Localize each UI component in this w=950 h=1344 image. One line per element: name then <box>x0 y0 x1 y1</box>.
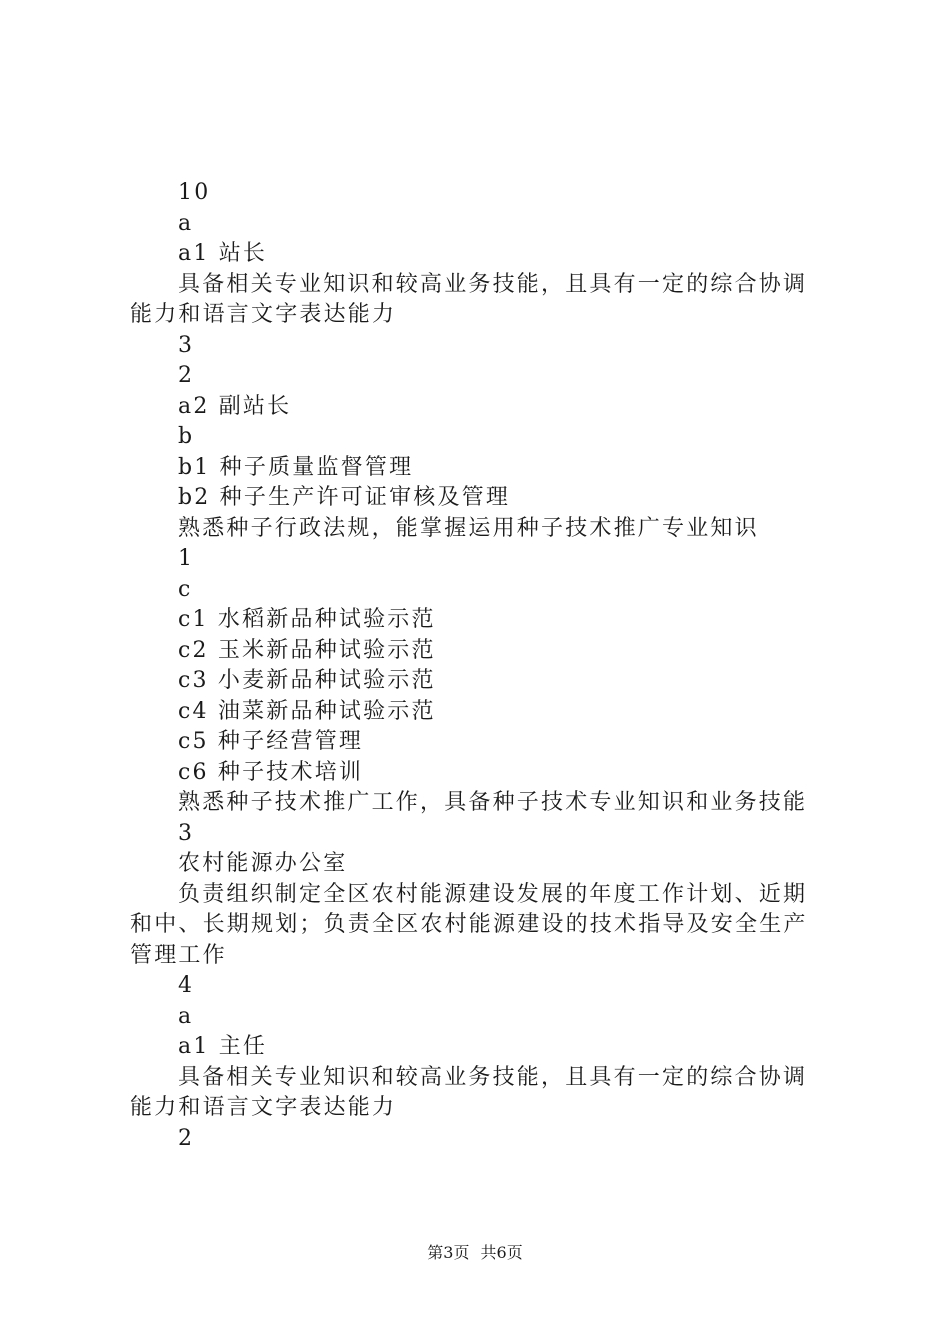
text-line: a <box>178 210 194 236</box>
text-line: a1 主任 <box>178 1034 268 1059</box>
text-line: a <box>178 1003 194 1029</box>
text-line: c2 玉米新品种试验示范 <box>178 637 436 663</box>
text-line: 2 <box>178 1125 195 1151</box>
text-line: c <box>178 576 193 602</box>
text-paragraph: 熟悉种子技术推广工作，具备种子技术专业知识和业务技能 <box>178 790 808 815</box>
text-line: b <box>178 424 195 449</box>
text-line: c1 水稻新品种试验示范 <box>178 607 436 632</box>
text-line: c3 小麦新品种试验示范 <box>178 668 436 693</box>
text-line: 4 <box>178 973 195 998</box>
text-line: c6 种子技术培训 <box>178 759 364 785</box>
text-line: a2 副站长 <box>178 393 292 419</box>
text-line: 3 <box>178 332 195 358</box>
text-line: 10 <box>178 180 211 205</box>
text-line: 3 <box>178 820 195 846</box>
text-line: c5 种子经营管理 <box>178 729 364 754</box>
text-line: 1 <box>178 546 195 571</box>
document-body <box>130 178 830 1154</box>
text-line: b1 种子质量监督管理 <box>178 454 414 480</box>
text-line: b2 种子生产许可证审核及管理 <box>178 485 511 510</box>
text-paragraph: 熟悉种子行政法规，能掌握运用种子技术推广专业知识 <box>178 515 759 541</box>
page-footer <box>0 1243 950 1263</box>
text-line: a1 站长 <box>178 241 268 266</box>
page-total: 共6页 <box>480 1243 523 1262</box>
page-number: 第3页 <box>427 1243 470 1262</box>
section-heading: 农村能源办公室 <box>178 851 348 876</box>
text-paragraph: 负责组织制定全区农村能源建设发展的年度工作计划、近期和中、长期规划；负责全区农村能源建设的技术指导及安全生产管理工作 <box>130 881 808 968</box>
text-paragraph: 具备相关专业知识和较高业务技能，且具有一定的综合协调能力和语言文字表达能力 <box>130 1064 808 1120</box>
text-line: 2 <box>178 363 195 388</box>
text-paragraph: 具备相关专业知识和较高业务技能，且具有一定的综合协调能力和语言文字表达能力 <box>130 271 808 327</box>
text-line: c4 油菜新品种试验示范 <box>178 698 436 724</box>
